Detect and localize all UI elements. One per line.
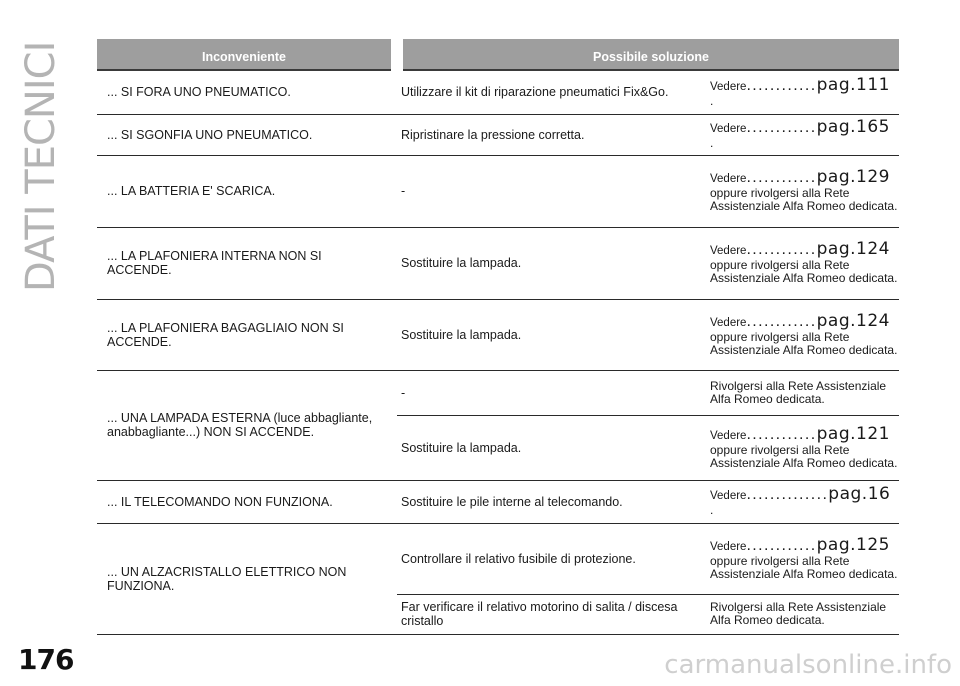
problem-cell — [97, 114, 397, 155]
solution-text: Far verificare il relativo motorino di salita / discesa cristallo — [401, 600, 678, 628]
problem-cell — [97, 480, 397, 523]
reference-dots: ............ — [746, 536, 817, 554]
solution-text: Ripristinare la pressione corretta. — [401, 127, 585, 142]
page-reference — [710, 74, 899, 95]
reference-note: . — [710, 503, 714, 517]
reference-prefix: Vedere — [710, 429, 747, 442]
solution-text: Utilizzare il kit di riparazione pneumatici Fix&Go. — [401, 85, 669, 100]
solution-text: Controllare il relativo fusibile di protezione. — [401, 551, 636, 566]
reference-cell — [710, 594, 899, 634]
reference-dots: .............. — [746, 486, 829, 503]
reference-prefix: Vedere — [710, 80, 747, 93]
page-reference — [710, 423, 899, 444]
header-solution: Possibile soluzione — [397, 39, 899, 70]
reference-dots: ............ — [746, 76, 817, 94]
reference-page: pag.16 — [828, 484, 891, 504]
reference-note: . — [710, 136, 714, 150]
page-reference — [710, 119, 899, 137]
reference-prefix: Vedere — [710, 245, 747, 257]
page-reference — [710, 310, 899, 331]
solution-text: Sostituire la lampada. — [401, 327, 522, 342]
solution-cell — [397, 594, 710, 634]
reference-cell — [710, 370, 899, 415]
table-row — [97, 370, 899, 415]
solution-cell — [397, 299, 710, 370]
table-row — [97, 299, 899, 370]
reference-page: pag.165 — [816, 117, 890, 137]
table-row — [97, 227, 899, 299]
reference-page: pag.124 — [816, 239, 890, 259]
reference-page: pag.124 — [816, 310, 890, 331]
reference-page: pag.129 — [816, 167, 890, 187]
solution-cell — [397, 155, 710, 227]
page-reference — [710, 169, 899, 187]
table-body — [97, 70, 899, 634]
problem-text: ... SI FORA UNO PNEUMATICO. — [107, 85, 291, 100]
reference-note: oppure rivolgersi alla Rete Assistenziale Alfa Romeo dedicata. — [710, 553, 898, 581]
reference-page: pag.111 — [816, 74, 890, 95]
page-reference — [710, 486, 899, 504]
reference-dots: ............ — [746, 241, 817, 258]
reference-text: Rivolgersi alla Rete Assistenziale Alfa Romeo dedicata. — [710, 378, 887, 406]
reference-text: Rivolgersi alla Rete Assistenziale Alfa Romeo dedicata. — [710, 600, 887, 627]
page-reference — [710, 534, 899, 555]
reference-cell — [710, 415, 899, 480]
reference-note: oppure rivolgersi alla Rete Assistenziale Alfa Romeo dedicata. — [710, 186, 898, 213]
section-side-title — [4, 34, 74, 334]
solution-cell — [397, 415, 710, 480]
problem-cell — [97, 523, 397, 634]
reference-dots: ............ — [746, 312, 817, 330]
troubleshooting-table — [97, 39, 899, 635]
reference-dots: ............ — [746, 169, 817, 186]
problem-text: ... SI SGONFIA UNO PNEUMATICO. — [107, 127, 313, 142]
table-row — [97, 480, 899, 523]
solution-text: - — [401, 385, 406, 400]
reference-dots: ............ — [746, 425, 817, 443]
section-title-text: DATI TECNICI — [18, 41, 64, 292]
reference-page: pag.125 — [816, 534, 890, 555]
problem-cell — [97, 227, 397, 299]
solution-cell — [397, 370, 710, 415]
solution-text: Sostituire la lampada. — [401, 256, 522, 270]
reference-cell — [710, 70, 899, 114]
reference-note: oppure rivolgersi alla Rete Assistenziale Alfa Romeo dedicata. — [710, 258, 898, 285]
table-row — [97, 155, 899, 227]
problem-cell — [97, 370, 397, 480]
problem-cell — [97, 70, 397, 114]
problem-cell — [97, 155, 397, 227]
reference-prefix: Vedere — [710, 540, 747, 553]
solution-cell — [397, 114, 710, 155]
reference-cell — [710, 299, 899, 370]
reference-note: . — [710, 93, 714, 108]
reference-dots: ............ — [746, 119, 817, 136]
reference-cell — [710, 523, 899, 594]
solution-cell — [397, 227, 710, 299]
reference-prefix: Vedere — [710, 316, 747, 329]
reference-prefix: Vedere — [710, 173, 747, 185]
watermark: carmanualsonline.info — [664, 650, 952, 680]
page-reference — [710, 241, 899, 259]
solution-cell — [397, 480, 710, 523]
table-header — [97, 39, 899, 70]
reference-page: pag.121 — [816, 423, 890, 444]
problem-text: ... LA PLAFONIERA INTERNA NON SI ACCENDE. — [107, 249, 322, 277]
header-problem: Inconveniente — [97, 39, 397, 70]
solution-text: Sostituire la lampada. — [401, 440, 522, 455]
reference-prefix: Vedere — [710, 123, 747, 135]
reference-note: oppure rivolgersi alla Rete Assistenziale Alfa Romeo dedicata. — [710, 329, 898, 357]
reference-cell — [710, 480, 899, 523]
table-row — [97, 70, 899, 114]
solution-cell — [397, 70, 710, 114]
reference-prefix: Vedere — [710, 490, 747, 502]
problem-text: ... UNA LAMPADA ESTERNA (luce abbagliante, anabbagliante...) NON SI ACCENDE. — [107, 411, 373, 439]
reference-cell — [710, 114, 899, 155]
problem-cell — [97, 299, 397, 370]
problem-text: ... UN ALZACRISTALLO ELETTRICO NON FUNZIONA. — [107, 564, 347, 593]
solution-text: Sostituire le pile interne al telecomando. — [401, 494, 623, 509]
problem-text: ... LA PLAFONIERA BAGAGLIAIO NON SI ACCENDE. — [107, 320, 344, 349]
solution-text: - — [401, 184, 406, 198]
reference-cell — [710, 155, 899, 227]
reference-cell — [710, 227, 899, 299]
problem-text: ... LA BATTERIA E' SCARICA. — [107, 184, 276, 198]
table-header-row — [97, 39, 899, 70]
reference-note: oppure rivolgersi alla Rete Assistenziale Alfa Romeo dedicata. — [710, 442, 898, 470]
solution-cell — [397, 523, 710, 594]
table-row — [97, 114, 899, 155]
page-number: 176 — [18, 643, 74, 676]
problem-text: ... IL TELECOMANDO NON FUNZIONA. — [107, 494, 333, 509]
table-row — [97, 523, 899, 594]
